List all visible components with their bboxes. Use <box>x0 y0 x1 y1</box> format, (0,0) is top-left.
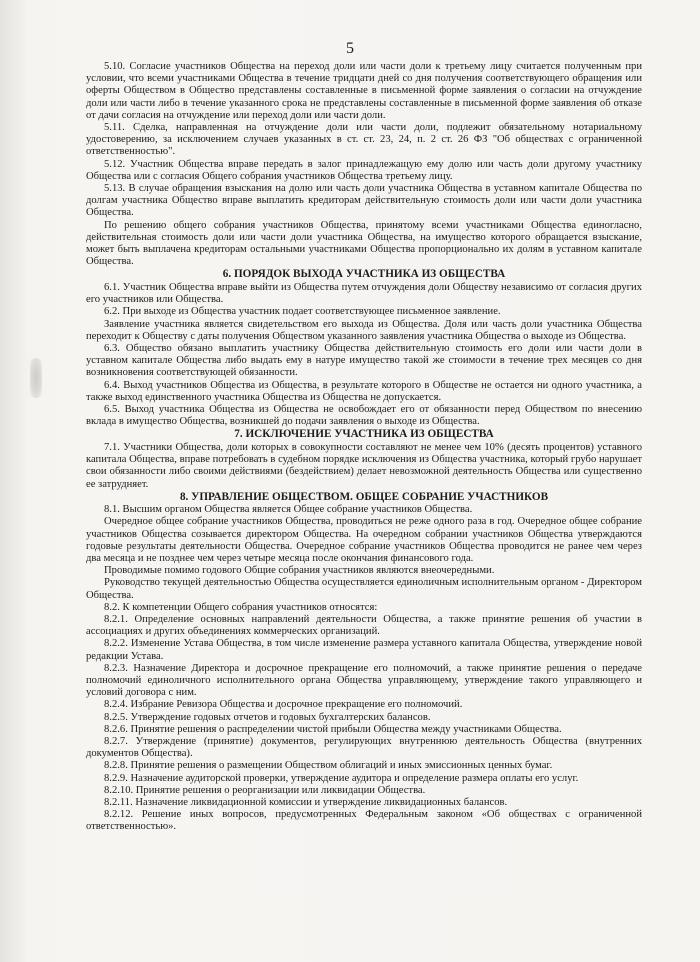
paragraph: Заявление участника является свидетельством его выхода из Общества. Доля или часть доли участника Общества переходит к Обществу с даты получения Обществом указанного заявления участника Общества о выходе из Общества. <box>86 318 642 342</box>
paragraph: Очередное общее собрание участников Общества, проводиться не реже одного раза в год. Очередное общее собрание участников Общества созывается директором Общества. На очередном собрании участников Общества утверждаются годовые результаты деятельности Общества. Очередное собрание участников Общества проводится не ранее чем через два месяца и не позднее чем через четыре месяца после окончания финансового года. <box>86 516 642 565</box>
paragraph: Руководство текущей деятельностью Общества осуществляется единоличным исполнительным органом - Директором Общества. <box>86 577 642 601</box>
section-heading: 8. УПРАВЛЕНИЕ ОБЩЕСТВОМ. ОБЩЕЕ СОБРАНИЕ УЧАСТНИКОВ <box>179 490 549 503</box>
paragraph: 8.2.11. Назначение ликвидационной комиссии и утверждение ликвидационных балансов. <box>104 797 508 809</box>
paragraph: 8.2.1. Определение основных направлений деятельности Общества, а также принятие решения об участии в ассоциациях и других объединениях коммерческих организаций. <box>86 614 642 638</box>
document-body <box>86 61 642 834</box>
paragraph: 6.4. Выход участников Общества из Общества, в результате которого в Обществе не остается ни одного участника, а также выход единственного участника Общества из Общества не допускается. <box>86 379 642 403</box>
paragraph: 7.1. Участники Общества, доли которых в совокупности составляют не менее чем 10% (десять процентов) уставного капитала Общества, вправе потребовать в судебном порядке исключения из Общества участника, который грубо нарушает свои обязанности либо своими действиями (бездействием) делает невозможной деятельность Общества или существенно ее затрудняет. <box>86 441 642 490</box>
paragraph: 8.2.7. Утверждение (принятие) документов, регулирующих внутреннюю деятельность Общества (внутренних документов Общества). <box>86 736 642 760</box>
paragraph: 8.2.10. Принятие решения о реорганизации или ликвидации Общества. <box>104 784 426 796</box>
paragraph: 8.2.12. Решение иных вопросов, предусмотренных Федеральным законом «Об обществах с ограниченной ответственностью». <box>86 809 642 833</box>
paragraph: 8.2.3. Назначение Директора и досрочное прекращение его полномочий, а также принятие решения о передаче полномочий единоличного исполнительного органа Общества управляющему, утверждение такого управляющего и условий договора с ним. <box>86 662 642 699</box>
paragraph: 8.2.8. Принятие решения о размещении Обществом облигаций и иных эмиссионных ценных бумаг. <box>104 760 553 772</box>
punch-hole-mark <box>30 358 42 398</box>
paragraph: 6.5. Выход участника Общества из Общества не освобождает его от обязанности перед Обществом по внесению вклада в имущество Общества, возникшей до подачи заявления о выходе из Общества. <box>86 403 642 428</box>
paragraph: 5.12. Участник Общества вправе передать в залог принадлежащую ему долю или часть доли другому участнику Общества или с согласия Общего собрания участников Общества третьему лицу. <box>86 158 642 182</box>
paragraph: 5.13. В случае обращения взыскания на долю или часть доли участника Общества в уставном капитале Общества по долгам участника Общество вправе выплатить кредиторам действительную стоимость доли или части доли участника Общества. <box>86 183 642 219</box>
paragraph: 6.2. При выходе из Общества участник подает соответствующее письменное заявление. <box>104 306 501 318</box>
paragraph: 8.1. Высшим органом Общества является Общее собрание участников Общества. <box>104 504 473 516</box>
page-number: 5 <box>346 40 354 57</box>
paragraph: 5.10. Согласие участников Общества на переход доли или части доли к третьему лицу считается полученным при условии, что всеми участниками Общества в течение тридцати дней со дня получения соответствующего обращения или оферты Обществом в Общество представлены составленные в письменной форме заявления о согласии на отчуждение доли или части либо в течение указанного срока не представлены составленные в письменной форме заявления об отказе от дачи согласия на отчуждение или переход доли или части доли. <box>86 61 642 121</box>
paragraph: 6.3. Общество обязано выплатить участнику Общества действительную стоимость его доли или части доли в уставном капитале Общества либо выдать ему в натуре имущество такой же стоимости в течение трех месяцев со дня возникновения соответствующей обязанности. <box>86 342 642 379</box>
paragraph: 8.2.9. Назначение аудиторской проверки, утверждение аудитора и определение размера оплаты его услуг. <box>104 772 579 784</box>
paragraph: 8.2.5. Утверждение годовых отчетов и годовых бухгалтерских балансов. <box>104 711 431 723</box>
paragraph: 8.2.6. Принятие решения о распределении чистой прибыли Общества между участниками Общества. <box>104 723 562 735</box>
paragraph: 5.11. Сделка, направленная на отчуждение доли или части доли, подлежит обязательному нотариальному удостоверению, за исключением случаев указанных в ст. ст. 23, 24, п. 2 ст. 26 ФЗ "Об обществах с ограниченной ответственностью". <box>86 122 642 158</box>
paragraph: 8.2. К компетенции Общего собрания участников относятся: <box>104 601 378 613</box>
section-heading: 6. ПОРЯДОК ВЫХОДА УЧАСТНИКА ИЗ ОБЩЕСТВА <box>222 268 506 281</box>
paragraph: 8.2.2. Изменение Устава Общества, в том числе изменение размера уставного капитала Общества, утверждение новой редакции Устава. <box>86 638 642 662</box>
section-heading: 7. ИСКЛЮЧЕНИЕ УЧАСТНИКА ИЗ ОБЩЕСТВА <box>234 428 494 441</box>
paragraph: 8.2.4. Избрание Ревизора Общества и досрочное прекращение его полномочий. <box>104 699 463 711</box>
paragraph: Проводимые помимо годового Общие собрания участников являются внеочередными. <box>104 565 495 577</box>
paragraph: По решению общего собрания участников Общества, принятому всеми участниками Общества единогласно, действительная стоимость доли или части доли участника Общества, на имущество которого обращается взыскание, может быть выплачена кредиторам остальными участниками Общества пропорционально их долям в уставном капитале Общества. <box>86 219 642 268</box>
paragraph: 6.1. Участник Общества вправе выйти из Общества путем отчуждения доли Обществу независимо от согласия других его участников или Общества. <box>86 281 642 306</box>
